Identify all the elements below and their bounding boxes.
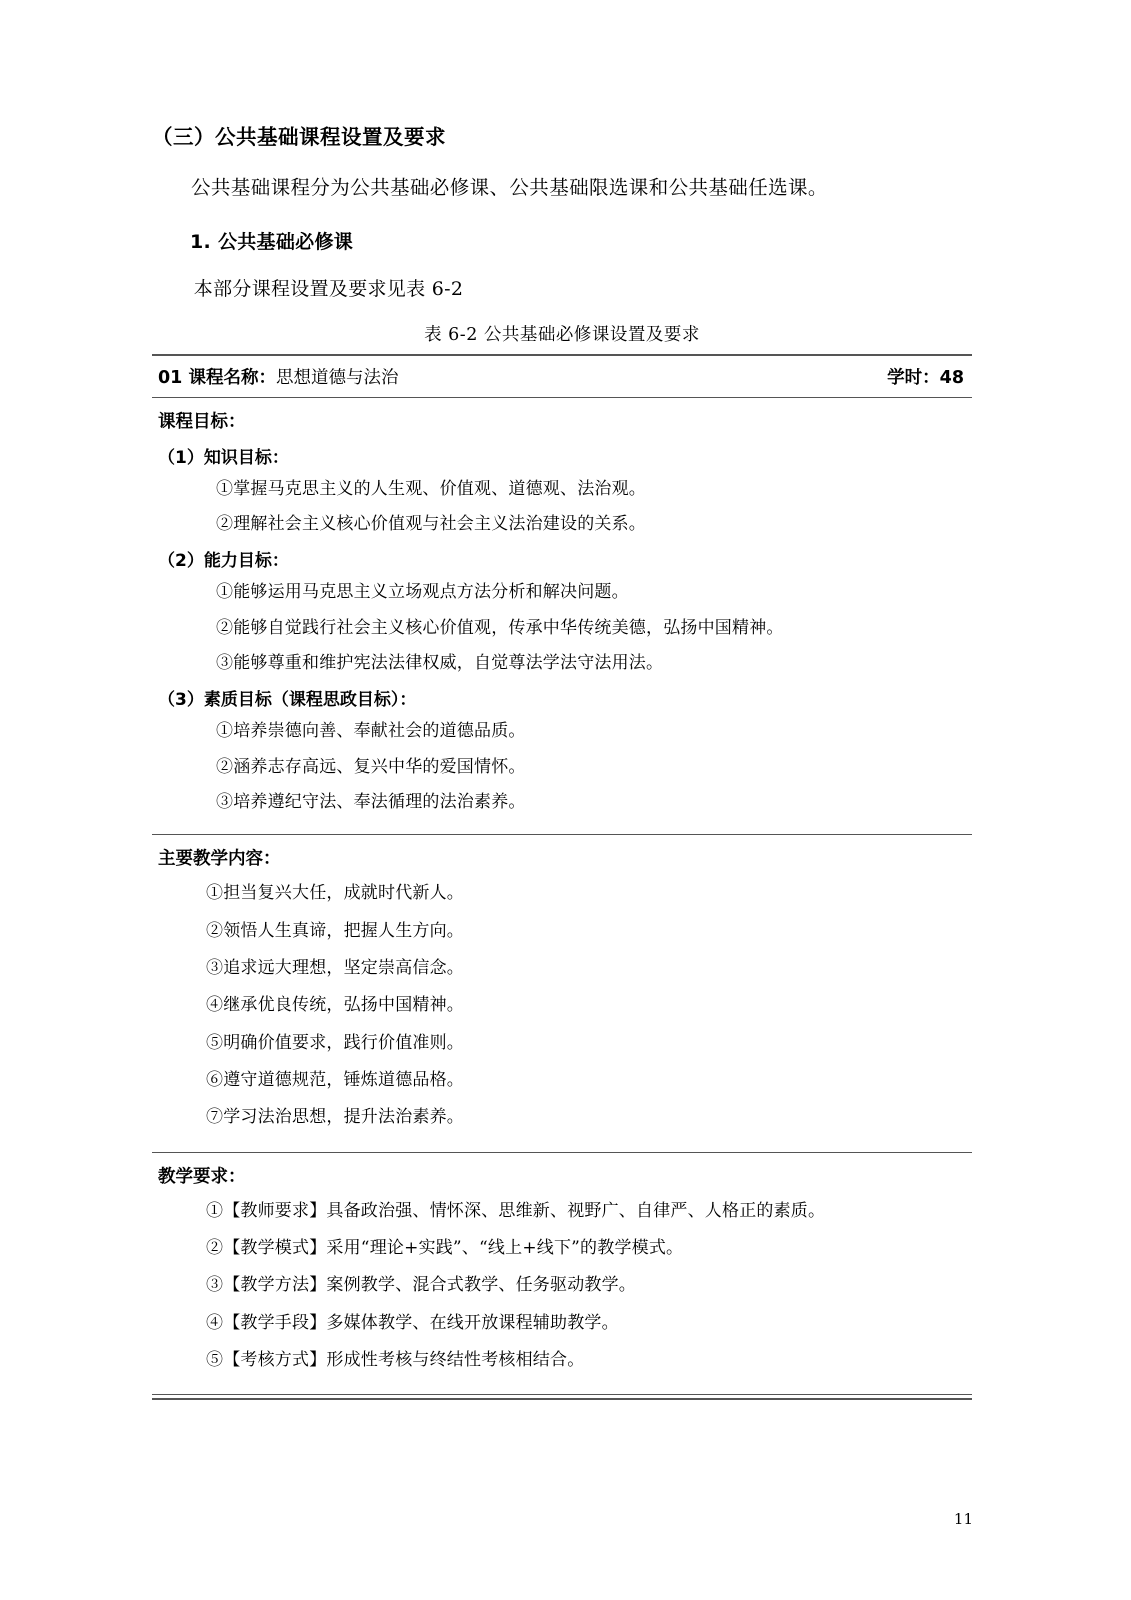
course-header-row [152, 354, 972, 398]
intro-paragraph: 公共基础课程分为公共基础必修课、公共基础限选课和公共基础任选课。 [191, 176, 828, 199]
objectives-title: 课程目标： [158, 411, 246, 432]
requirements-title: 教学要求： [158, 1166, 246, 1187]
objective-group-title: （3）素质目标（课程思政目标）： [158, 690, 417, 711]
requirement-item: ③【教学方法】案例教学、混合式教学、任务驱动教学。 [206, 1275, 636, 1296]
contents-title: 主要教学内容： [158, 849, 281, 870]
course-contents-block [152, 835, 972, 1151]
course-table [152, 354, 972, 1401]
content-item: ②领悟人生真谛，把握人生方向。 [206, 920, 464, 941]
course-title-cell [158, 364, 398, 389]
objective-item: ③培养遵纪守法、奉法循理的法治素养。 [216, 791, 526, 812]
requirement-item: ④【教学手段】多媒体教学、在线开放课程辅助教学。 [206, 1312, 619, 1333]
objective-group-title: （2）能力目标： [158, 551, 289, 572]
content-item: ⑤明确价值要求，践行价值准则。 [206, 1032, 464, 1053]
course-objectives-block [152, 398, 972, 835]
section-heading: （三）公共基础课程设置及要求 [152, 125, 446, 149]
page-number: 11 [953, 1510, 973, 1528]
course-index-label: 01 课程名称： [158, 367, 276, 388]
objective-group-title: （1）知识目标： [158, 447, 289, 468]
content-item: ⑦学习法治思想，提升法治素养。 [206, 1107, 464, 1128]
objective-item: ②理解社会主义核心价值观与社会主义法治建设的关系。 [216, 513, 646, 534]
objective-item: ②涵养志存高远、复兴中华的爱国情怀。 [216, 756, 526, 777]
content-item: ④继承优良传统，弘扬中国精神。 [206, 995, 464, 1016]
content-item: ⑥遵守道德规范，锤炼道德品格。 [206, 1070, 464, 1091]
course-name: 思想道德与法治 [275, 367, 399, 388]
table-caption: 表 6-2 公共基础必修课设置及要求 [424, 324, 700, 345]
course-hours: 学时：48 [887, 367, 964, 388]
objective-item: ③能够尊重和维护宪法法律权威，自觉尊法学法守法用法。 [216, 652, 664, 673]
page-content [152, 120, 972, 1400]
objective-item: ①掌握马克思主义的人生观、价值观、道德观、法治观。 [216, 478, 646, 499]
objective-item: ②能够自觉践行社会主义核心价值观，传承中华传统美德，弘扬中国精神。 [216, 617, 784, 638]
requirement-item: ①【教师要求】具备政治强、情怀深、思维新、视野广、自律严、人格正的素质。 [206, 1200, 826, 1221]
content-item: ①担当复兴大任，成就时代新人。 [206, 883, 464, 904]
subsection-paragraph: 本部分课程设置及要求见表 6-2 [193, 278, 464, 301]
requirement-item: ⑤【考核方式】形成性考核与终结性考核相结合。 [206, 1350, 585, 1371]
objective-item: ①培养崇德向善、奉献社会的道德品质。 [216, 721, 526, 742]
content-item: ③追求远大理想，坚定崇高信念。 [206, 958, 464, 979]
table-bottom-rule [152, 1394, 972, 1400]
requirement-item: ②【教学模式】采用“理论+实践”、“线上+线下”的教学模式。 [206, 1238, 684, 1259]
course-requirements-block [152, 1153, 972, 1395]
objective-item: ①能够运用马克思主义立场观点方法分析和解决问题。 [216, 582, 629, 603]
subsection-heading: 1. 公共基础必修课 [190, 231, 354, 254]
